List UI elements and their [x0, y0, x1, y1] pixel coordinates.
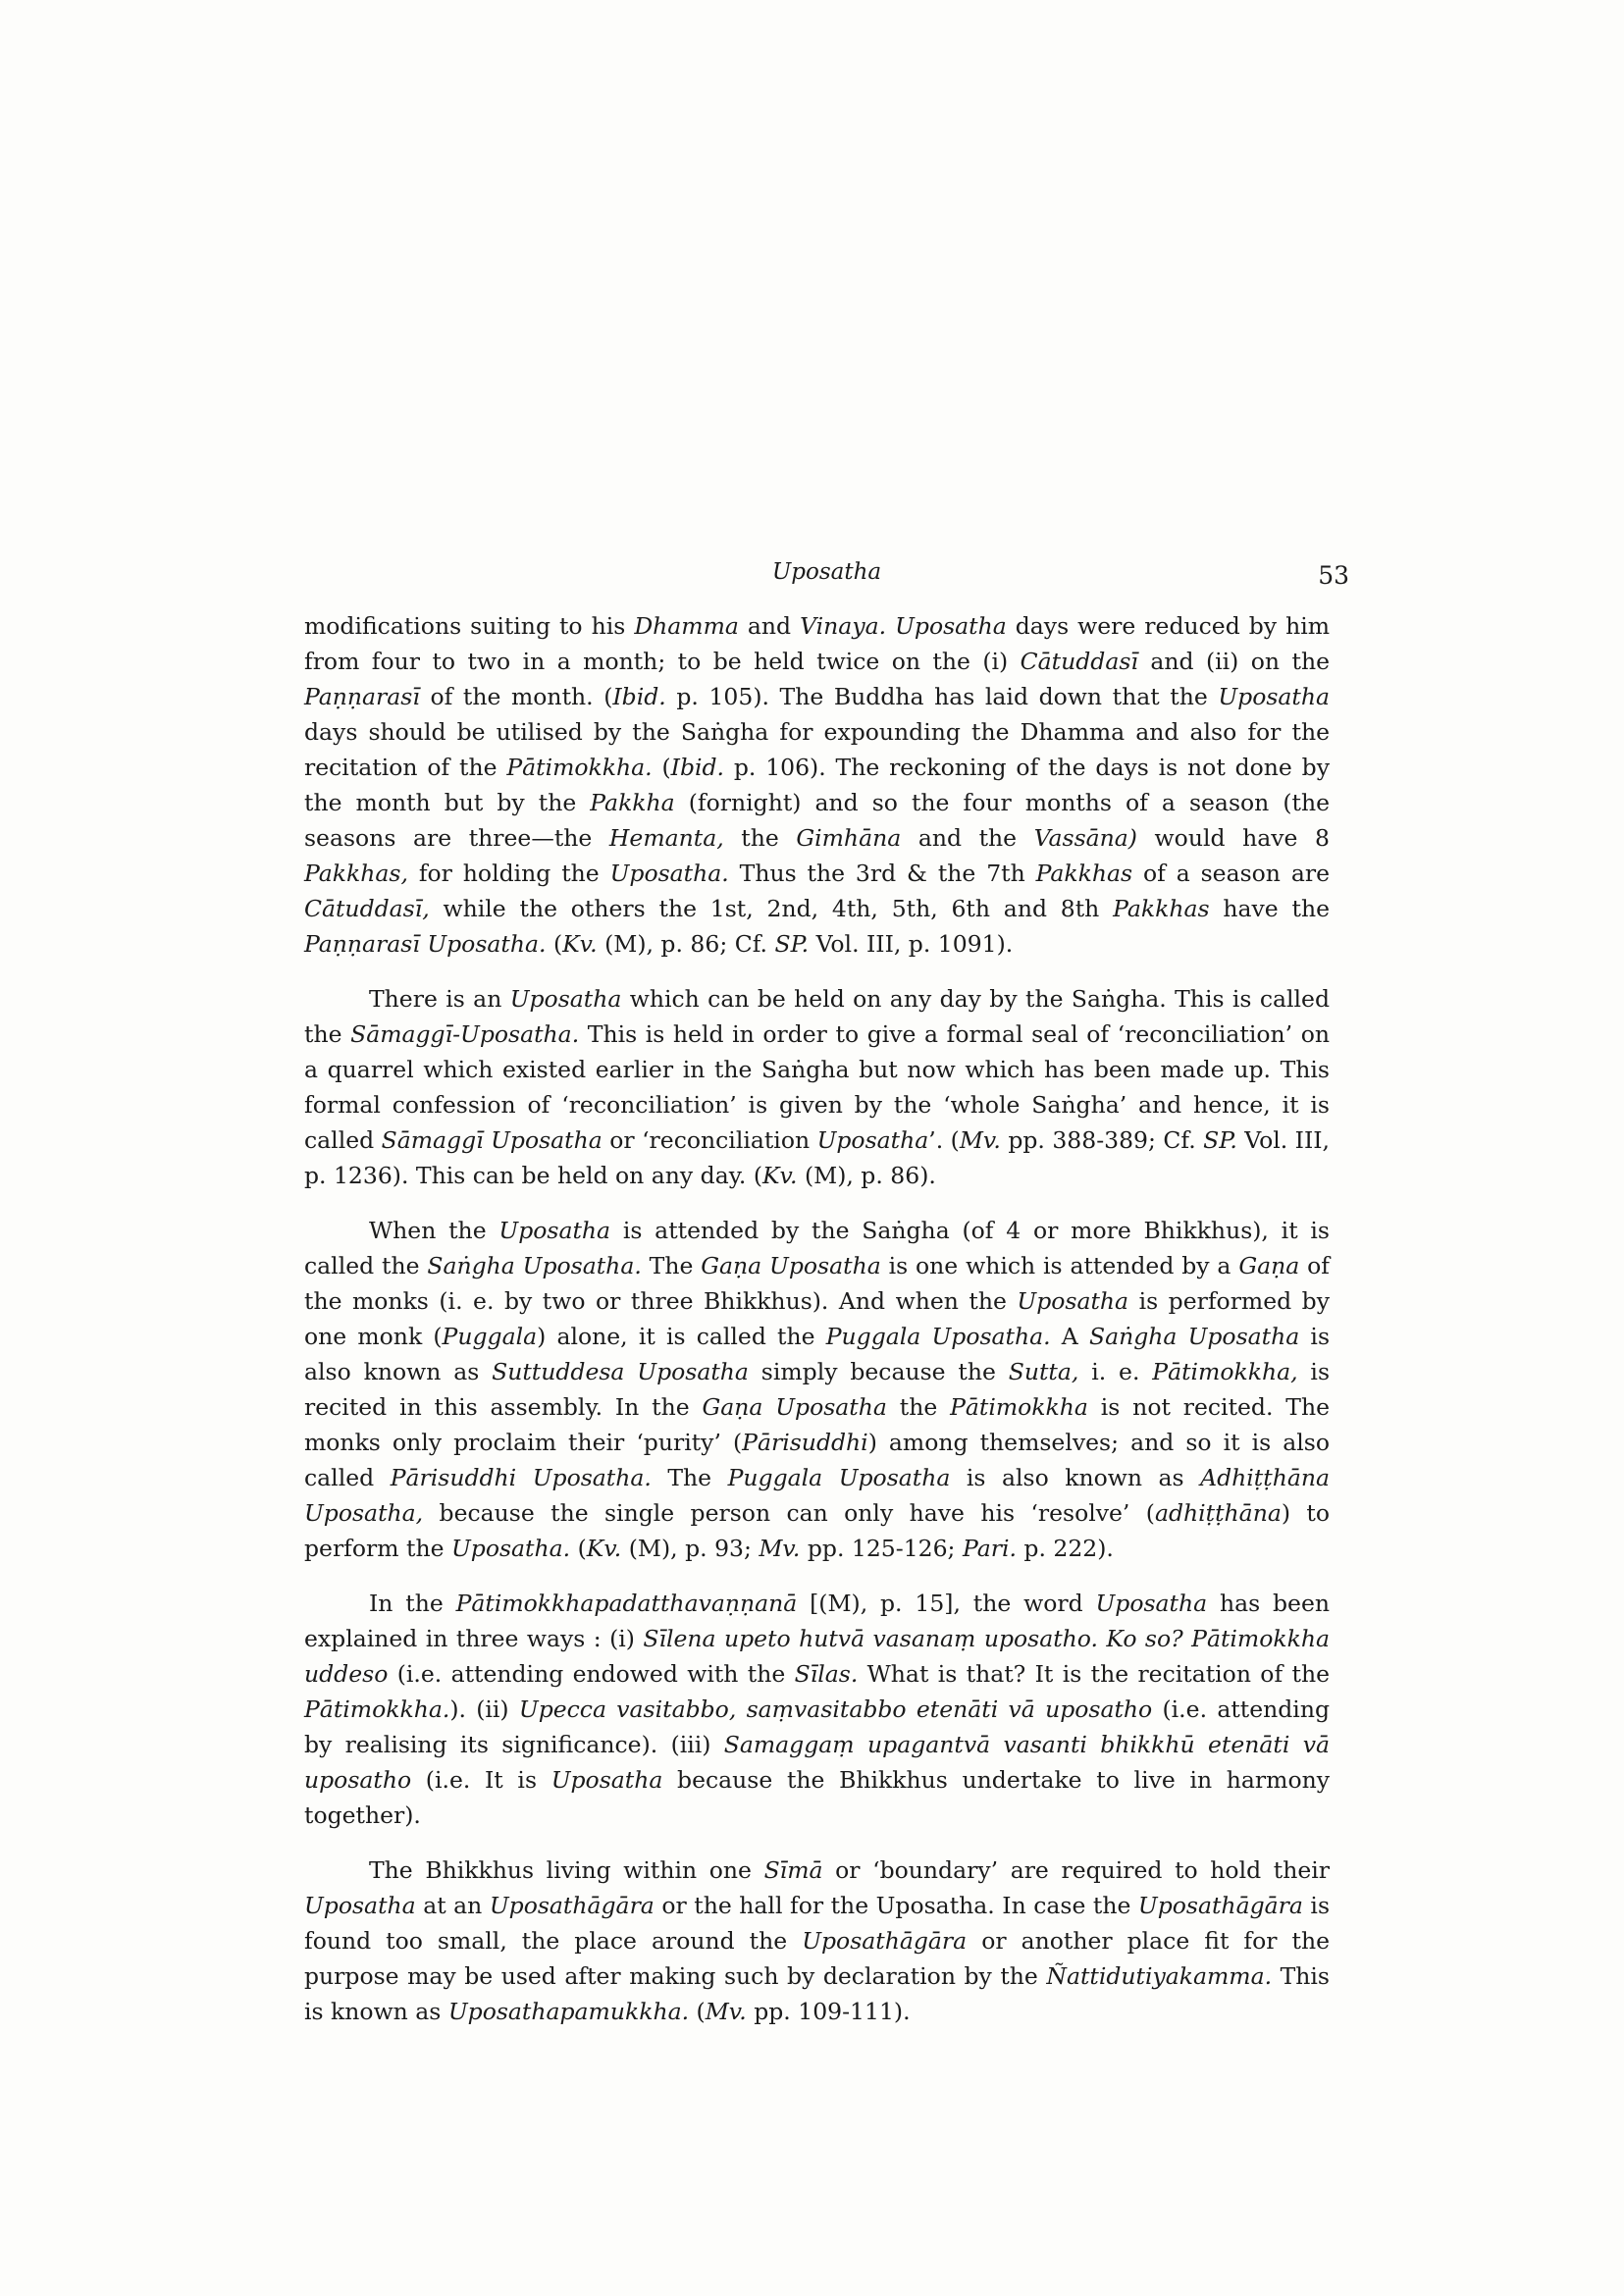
text-run: ) to perform the: [304, 1499, 1330, 1562]
text-run: The: [651, 1464, 728, 1491]
text-run: for holding the: [407, 860, 610, 887]
text-run: while the others the 1st, 2nd, 4th, 5th, 6th and 8th: [429, 895, 1114, 922]
italic-term: Puggala Uposatha.: [825, 1323, 1051, 1350]
text-run: This is held in order to give a formal seal of ‘reconciliation’ on a quarrel which existed earlier in the Saṅgha but now which has been made up. This formal confession of ‘reconciliation’ is given by the ‘whole Saṅgha’ and hence, it is called: [304, 1020, 1331, 1154]
text-run: of a season are: [1132, 860, 1330, 887]
italic-term: Dhamma: [634, 612, 739, 640]
text-run: (i.e. It is: [411, 1766, 551, 1794]
italic-term: Saṅgha Uposatha: [1088, 1323, 1300, 1350]
italic-term: Uposathāgāra: [489, 1892, 655, 1919]
paragraph-continuation: [304, 608, 1330, 962]
text-run: (M), p. 93;: [621, 1535, 760, 1562]
italic-term: Paṇṇarasī Uposatha.: [304, 930, 547, 958]
italic-term: Sāmaggī Uposatha: [381, 1126, 602, 1154]
text-run: of the monks (i. e. by two or three Bhikkhus). And when the: [304, 1252, 1330, 1315]
italic-term: Sīlas.: [794, 1660, 859, 1688]
italic-term: Pakkhas: [1035, 860, 1133, 887]
text-run: (M), p. 86).: [797, 1162, 936, 1189]
text-run: A: [1050, 1323, 1089, 1350]
italic-term: Saṅgha Uposatha.: [427, 1252, 642, 1279]
italic-term: Cātuddasī: [1020, 648, 1138, 675]
italic-term: SP.: [1203, 1126, 1237, 1154]
italic-term: Vinaya.: [800, 612, 887, 640]
text-run: and (ii) on the: [1137, 648, 1330, 675]
italic-term: Vassāna): [1033, 824, 1137, 852]
page-header: [304, 559, 1349, 599]
text-run: which can be held on any day by the Saṅgha. This is called the: [304, 985, 1330, 1048]
italic-term: Pakkhas: [1113, 895, 1210, 922]
italic-term: Pakkha: [590, 789, 675, 816]
italic-term: Uposatha: [1017, 1287, 1129, 1315]
italic-term: Gaṇa: [1238, 1252, 1300, 1279]
text-run: because the single person can only have his ‘resolve’ (: [423, 1499, 1155, 1527]
italic-term: Upecca vasitabbo, saṃvasitabbo etenāti vā uposatho: [518, 1696, 1153, 1723]
text-run: [(M), p. 15], the word: [797, 1590, 1096, 1617]
text-run: (M), p. 86; Cf.: [597, 930, 775, 958]
paragraph-sima: [304, 1852, 1330, 2029]
body-text: [304, 608, 1330, 2029]
italic-term: Pātimokkha,: [1152, 1358, 1298, 1385]
text-run: days were reduced by him from four to two in a month; to be held twice on the (i): [304, 612, 1331, 675]
italic-term: adhiṭṭhāna: [1154, 1499, 1282, 1527]
text-run: is attended by the Saṅgha (of 4 or more Bhikkhus), it is called the: [304, 1217, 1330, 1279]
text-run: simply because the: [748, 1358, 1009, 1385]
text-run: p. 222).: [1016, 1535, 1114, 1562]
text-run: When the: [369, 1217, 499, 1244]
italic-term: Ibid.: [670, 754, 725, 781]
running-title: Uposatha: [771, 559, 882, 585]
text-run: (: [570, 1535, 587, 1562]
italic-term: Pari.: [962, 1535, 1017, 1562]
text-run: has been explained in three ways : (i): [304, 1590, 1331, 1652]
text-run: is recited in this assembly. In the: [304, 1358, 1330, 1421]
italic-term: Kv.: [562, 930, 598, 958]
italic-term: Puggala Uposatha: [727, 1464, 951, 1491]
italic-term: Sāmaggī-Uposatha.: [350, 1020, 580, 1048]
italic-term: Adhiṭṭhāna Uposatha,: [304, 1464, 1330, 1527]
text-run: The: [641, 1252, 702, 1279]
text-run: is performed by one monk (: [304, 1287, 1330, 1350]
italic-term: Sutta,: [1008, 1358, 1079, 1385]
text-run: (: [546, 930, 563, 958]
italic-term: Uposatha: [816, 1126, 929, 1154]
italic-term: SP.: [774, 930, 810, 958]
italic-term: Suttuddesa Uposatha: [492, 1358, 749, 1385]
text-run: In the: [369, 1590, 456, 1617]
italic-term: Gaṇa Uposatha: [702, 1393, 887, 1421]
italic-term: Uposatha: [1218, 683, 1330, 710]
text-run: (fornight) and so the four months of a season (the seasons are three—the: [304, 789, 1330, 852]
text-run: is also known as: [304, 1323, 1331, 1385]
italic-term: Uposatha: [550, 1766, 663, 1794]
text-run: or ‘reconciliation: [602, 1126, 817, 1154]
text-run: have the: [1209, 895, 1330, 922]
text-run: (: [652, 754, 671, 781]
text-run: Vol. III, p. 1236). This can be held on any day. (: [304, 1126, 1331, 1189]
text-run: pp. 125-126;: [800, 1535, 963, 1562]
text-run: is also known as: [950, 1464, 1201, 1491]
italic-term: Cātuddasī,: [304, 895, 430, 922]
italic-term: Hemanta,: [608, 824, 724, 852]
text-run: (: [689, 1998, 706, 2025]
text-run: and: [738, 612, 801, 640]
text-run: p. 106). The reckoning of the days is not done by the month but by the: [304, 754, 1330, 816]
italic-term: Ñattidutiyakamma.: [1046, 1962, 1273, 1990]
text-run: ’. (: [928, 1126, 960, 1154]
italic-term: Pātimokkhapadatthavaṇṇanā: [455, 1590, 798, 1617]
text-run: This is known as: [304, 1962, 1330, 2025]
paragraph-three-ways: [304, 1586, 1330, 1833]
italic-term: Uposatha.: [609, 860, 729, 887]
text-run: What is that? It is the recitation of the: [858, 1660, 1330, 1688]
italic-term: Pātimokkha.: [506, 754, 653, 781]
page-number: 53: [1318, 561, 1349, 590]
text-run: pp. 109-111).: [746, 1998, 911, 2025]
italic-term: Mv.: [705, 1998, 747, 2025]
italic-term: Sīmā: [763, 1856, 823, 1884]
italic-term: Kv.: [761, 1162, 798, 1189]
italic-term: Pātimokkha.: [304, 1696, 450, 1723]
italic-term: Pakkhas,: [304, 860, 408, 887]
italic-term: Gaṇa Uposatha: [701, 1252, 881, 1279]
italic-term: Uposathāgāra: [1137, 1892, 1303, 1919]
paragraph-sangha-uposatha: [304, 1213, 1330, 1566]
text-run: ). (ii): [449, 1696, 519, 1723]
text-run: p. 105). The Buddha has laid down that the: [665, 683, 1219, 710]
text-run: and the: [901, 824, 1034, 852]
italic-term: Uposathāgāra: [802, 1927, 968, 1955]
text-run: (i.e. attending endowed with the: [388, 1660, 795, 1688]
italic-term: Pātimokkha: [950, 1393, 1088, 1421]
italic-term: Ibid.: [612, 683, 666, 710]
italic-term: Paṇṇarasī: [304, 683, 420, 710]
text-run: Vol. III, p. 1091).: [809, 930, 1014, 958]
italic-term: Uposatha: [895, 612, 1007, 640]
text-run: is found too small, the place around the: [304, 1892, 1330, 1955]
italic-term: Uposathapamukkha.: [447, 1998, 690, 2025]
italic-term: Uposatha: [304, 1892, 416, 1919]
text-run: or ‘boundary’ are required to hold their: [822, 1856, 1330, 1884]
italic-term: Uposatha.: [450, 1535, 571, 1562]
text-run: [886, 612, 895, 640]
text-run: i. e.: [1078, 1358, 1153, 1385]
text-run: ) among themselves; and so it is also called: [304, 1429, 1330, 1491]
text-run: pp. 388-389; Cf.: [1000, 1126, 1204, 1154]
italic-term: Uposatha: [1095, 1590, 1208, 1617]
text-run: is one which is attended by a: [880, 1252, 1239, 1279]
italic-term: Pārisuddhi: [742, 1429, 868, 1456]
italic-term: Puggala: [442, 1323, 538, 1350]
text-run: because the Bhikkhus undertake to live in harmony together).: [304, 1766, 1331, 1829]
text-run: the: [886, 1393, 951, 1421]
text-run: The Bhikkhus living within one: [369, 1856, 764, 1884]
italic-term: Mv.: [959, 1126, 1001, 1154]
text-run: would have 8: [1136, 824, 1330, 852]
italic-term: Uposatha: [498, 1217, 611, 1244]
text-run: ) alone, it is called the: [537, 1323, 826, 1350]
paragraph-samaggi-uposatha: [304, 981, 1330, 1193]
text-run: the: [723, 824, 797, 852]
text-run: or another place fit for the purpose may be used after making such by declaration by the: [304, 1927, 1330, 1990]
italic-term: Sīlena upeto hutvā vasanaṃ uposatho. Ko so? Pātimokkha uddeso: [304, 1625, 1330, 1688]
text-run: (i.e. attending by realising its significance). (iii): [304, 1696, 1330, 1758]
text-run: days should be utilised by the Saṅgha for expounding the Dhamma and also for the recitation of the: [304, 718, 1330, 781]
italic-term: Gimhāna: [796, 824, 902, 852]
italic-term: Mv.: [759, 1535, 801, 1562]
italic-term: Uposatha: [509, 985, 622, 1013]
text-run: of the month. (: [419, 683, 613, 710]
text-run: Thus the 3rd & the 7th: [728, 860, 1036, 887]
italic-term: Samaggaṃ upagantvā vasanti bhikkhū etenāti vā uposatho: [304, 1731, 1330, 1794]
text-run: at an: [415, 1892, 490, 1919]
text-run: There is an: [369, 985, 510, 1013]
italic-term: Kv.: [586, 1535, 622, 1562]
text-run: modifications suiting to his: [304, 612, 635, 640]
italic-term: Pārisuddhi Uposatha.: [390, 1464, 652, 1491]
text-run: is not recited. The monks only proclaim their ‘purity’ (: [304, 1393, 1330, 1456]
text-run: or the hall for the Uposatha. In case the: [654, 1892, 1138, 1919]
